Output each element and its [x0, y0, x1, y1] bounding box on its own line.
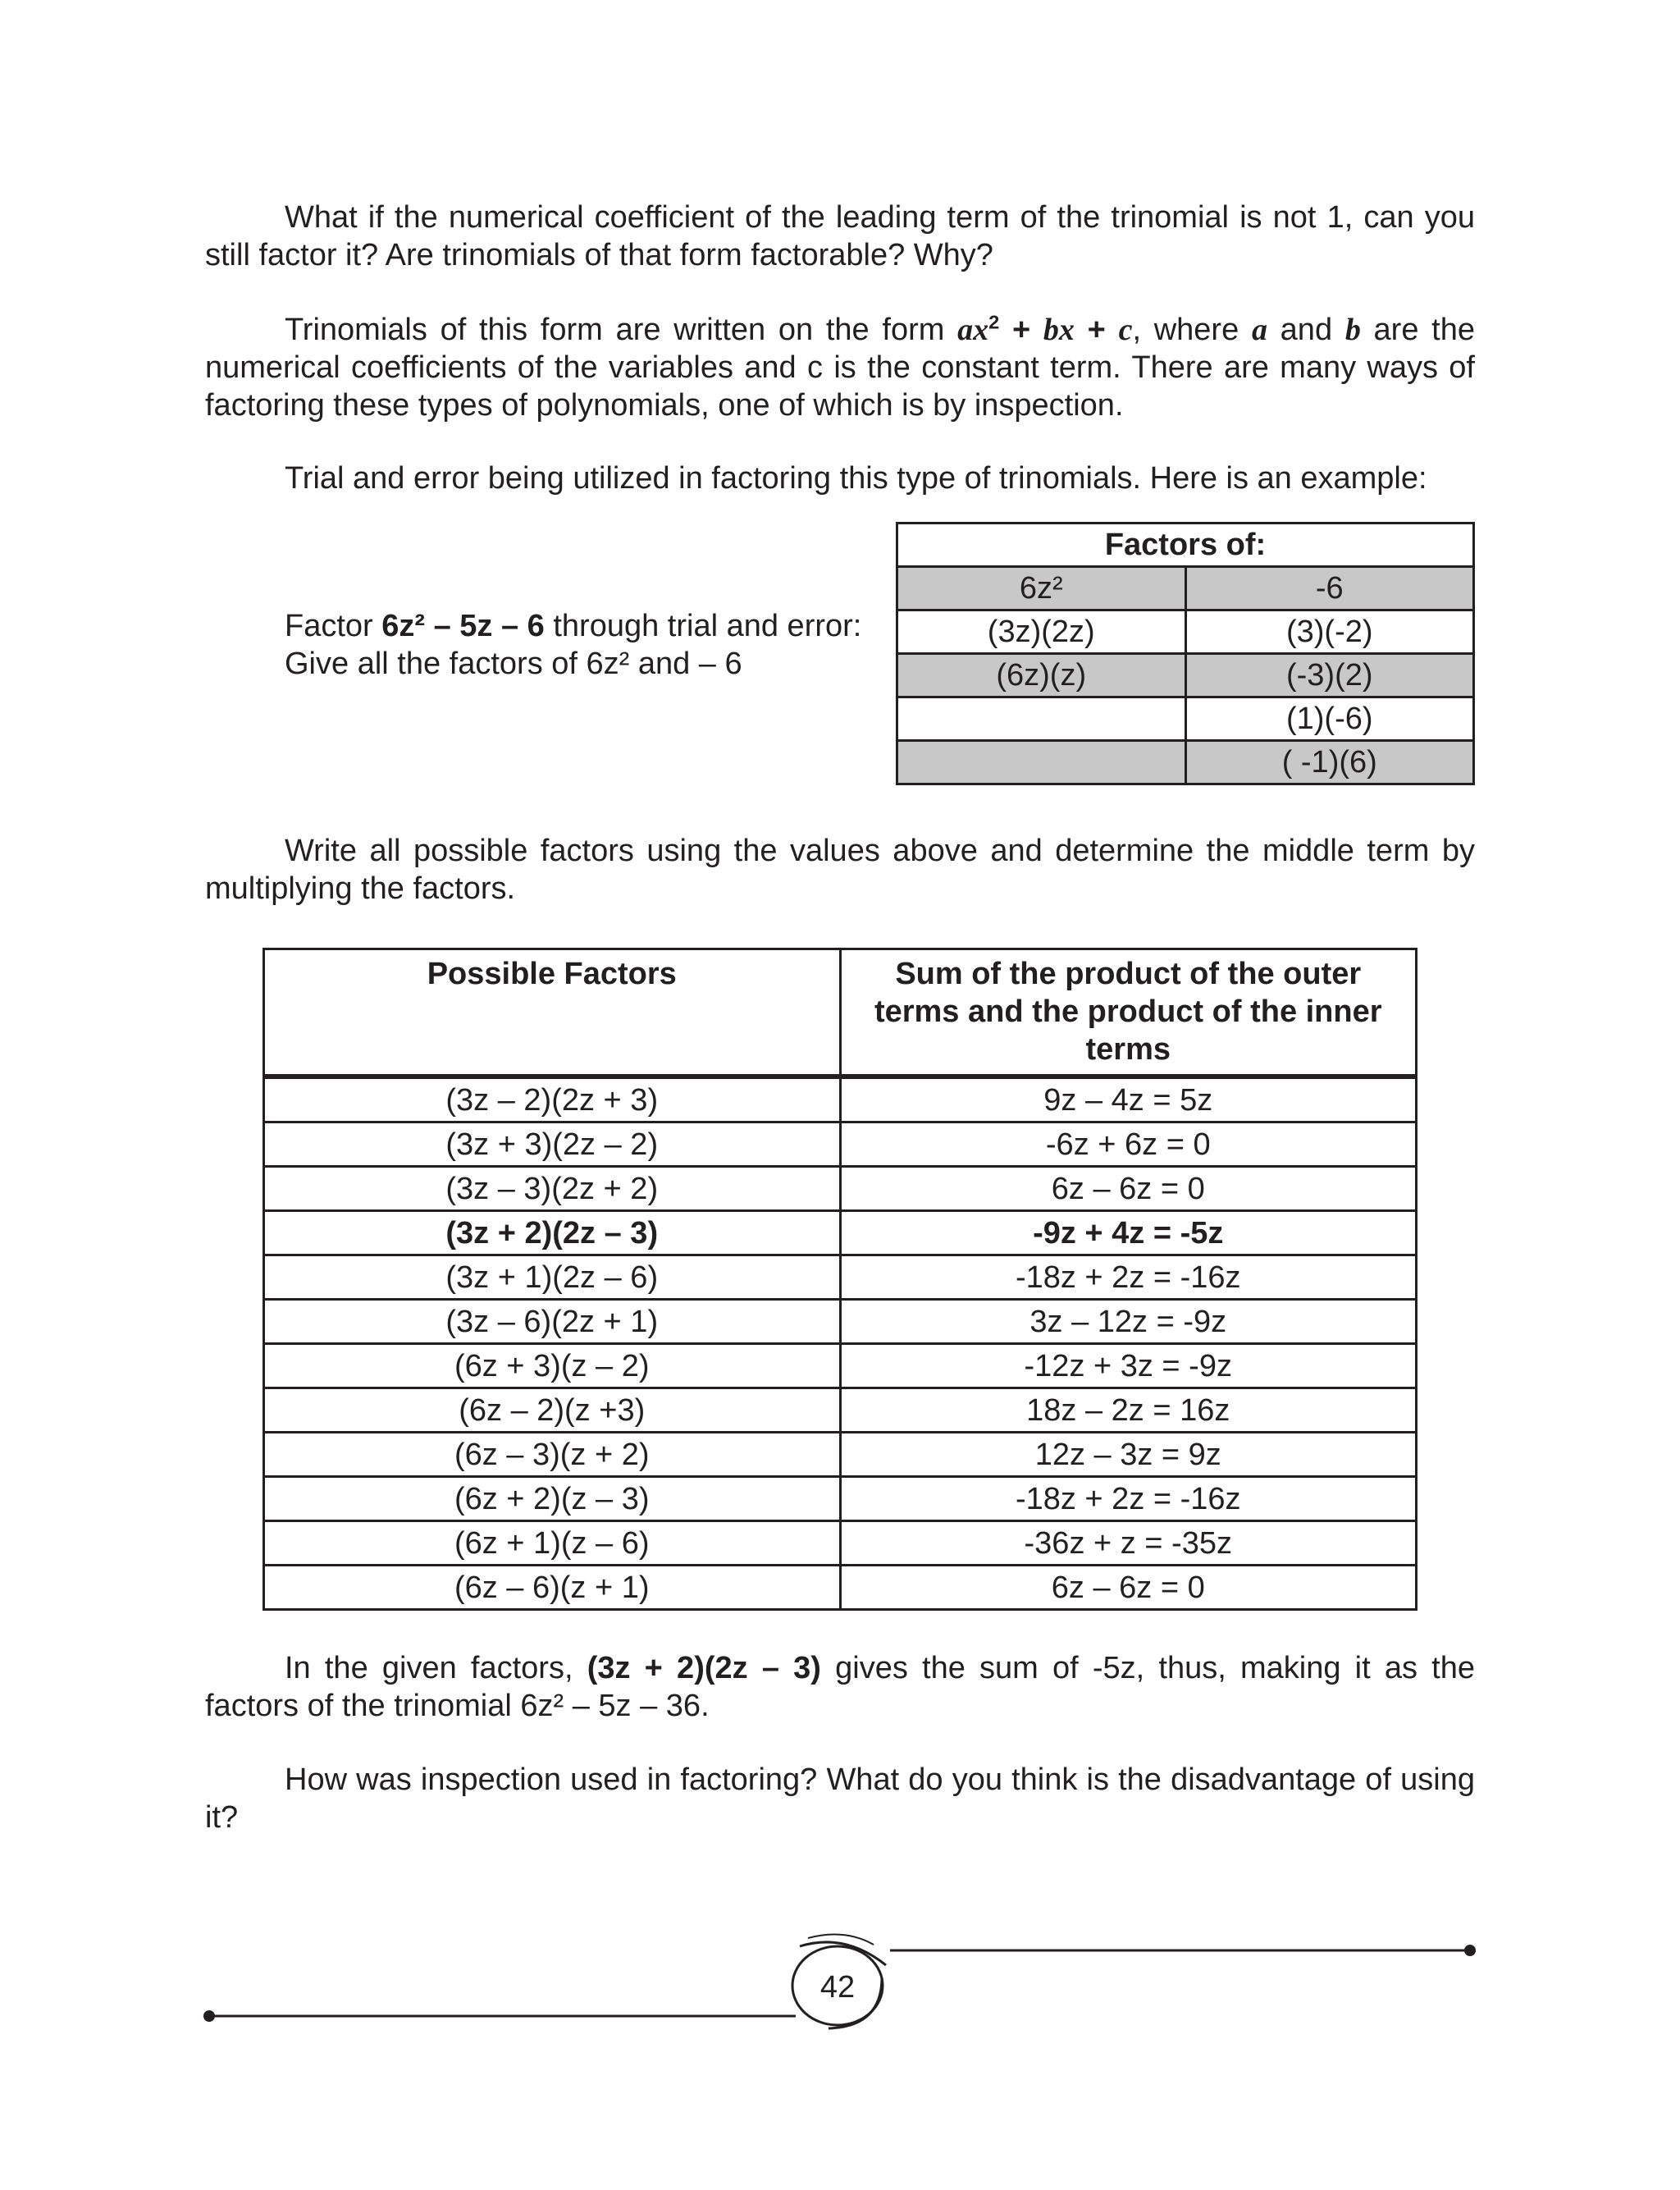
intro-question	[205, 199, 1475, 274]
table-row	[264, 1167, 1417, 1211]
factors-cell: (3)(-2)	[1185, 610, 1474, 654]
sum-of-products-header: Sum of the product of the outer terms and the product of the inner terms	[840, 949, 1417, 1077]
factors-cell	[897, 697, 1186, 741]
possible-factor-cell: (3z – 2)(2z + 3)	[264, 1077, 841, 1122]
factors-cell: ( -1)(6)	[1185, 741, 1474, 784]
form-paragraph-after: are the numerical coefficients of the variables and c is the constant term. There are many ways of factoring these types of polynomials, one of which is by inspection.	[205, 313, 1476, 423]
table-row	[264, 1255, 1417, 1300]
factors-cell: (-3)(2)	[1185, 654, 1474, 697]
formula-bx: bx	[1043, 313, 1075, 347]
possible-factor-cell: (6z – 2)(z +3)	[264, 1388, 841, 1433]
factors-cell: (3z)(2z)	[897, 610, 1186, 654]
sum-cell: -6z + 6z = 0	[840, 1122, 1417, 1167]
write-sentence-text: Write all possible factors using the values above and determine the middle term by multiplying the factors.	[205, 834, 1475, 906]
form-paragraph-mid2: and	[1267, 313, 1345, 347]
page-footer	[0, 1928, 1680, 2051]
possible-factor-cell: (6z + 2)(z – 3)	[264, 1477, 841, 1521]
sum-cell: -18z + 2z = -16z	[840, 1477, 1417, 1521]
sum-cell: -12z + 3z = -9z	[840, 1344, 1417, 1388]
possible-factor-cell: (6z – 6)(z + 1)	[264, 1566, 841, 1610]
factor-prompt-line1	[285, 607, 861, 645]
table-row	[264, 1300, 1417, 1344]
possible-factors-body	[264, 1077, 1417, 1610]
formula-plus-2: +	[1074, 313, 1119, 347]
footer-decoration	[0, 1928, 1680, 2051]
sum-cell: -36z + z = -35z	[840, 1521, 1417, 1566]
var-b: b	[1344, 313, 1361, 347]
factor-prompt-expression: 6z² – 5z – 6	[381, 609, 545, 643]
closing-question-text: How was inspection used in factoring? What do you think is the disadvantage of using it?	[205, 1763, 1475, 1835]
table-row	[264, 1521, 1417, 1566]
table-row	[264, 1566, 1417, 1610]
factors-table-title: Factors of:	[897, 523, 1474, 567]
sum-cell: -18z + 2z = -16z	[840, 1255, 1417, 1300]
sum-cell: 6z – 6z = 0	[840, 1167, 1417, 1211]
possible-factor-cell: (6z + 1)(z – 6)	[264, 1521, 841, 1566]
formula-plus-1: +	[999, 313, 1043, 347]
factors-table	[896, 522, 1475, 785]
conclusion-bold-factors: (3z + 2)(2z – 3)	[587, 1651, 821, 1685]
factors-cell	[897, 741, 1186, 784]
table-row	[264, 1122, 1417, 1167]
footer-right-dot	[1464, 1945, 1476, 1956]
factors-col1-header: 6z²	[897, 567, 1186, 610]
factors-cell: (1)(-6)	[1185, 697, 1474, 741]
sum-cell: 9z – 4z = 5z	[840, 1077, 1417, 1122]
possible-factor-cell: (3z – 6)(2z + 1)	[264, 1300, 841, 1344]
closing-question	[205, 1761, 1475, 1836]
sum-cell: 18z – 2z = 16z	[840, 1388, 1417, 1433]
var-a: a	[1251, 313, 1267, 347]
possible-factor-cell: (3z + 2)(2z – 3)	[264, 1211, 841, 1255]
footer-left-dot	[203, 2010, 215, 2022]
table-row	[264, 1344, 1417, 1388]
sum-cell: 12z – 3z = 9z	[840, 1433, 1417, 1477]
factor-prompt	[285, 607, 861, 683]
possible-factor-cell: (3z + 3)(2z – 2)	[264, 1122, 841, 1167]
intro-question-text: What if the numerical coefficient of the leading term of the trinomial is not 1, can you still factor it? Are trinomials of that form factorable? Why?	[205, 200, 1475, 272]
possible-factor-cell: (3z + 1)(2z – 6)	[264, 1255, 841, 1300]
form-paragraph-before: Trinomials of this form are written on the form	[285, 313, 958, 347]
factors-col2-header: -6	[1185, 567, 1474, 610]
factor-prompt-line2: Give all the factors of 6z² and – 6	[285, 647, 742, 681]
conclusion-paragraph	[205, 1649, 1475, 1725]
trial-sentence	[205, 459, 1475, 497]
write-sentence	[205, 832, 1475, 908]
factor-prompt-after: through trial and error:	[544, 609, 862, 643]
table-row	[264, 1211, 1417, 1255]
table-row	[264, 1433, 1417, 1477]
sum-cell: -9z + 4z = -5z	[840, 1211, 1417, 1255]
trial-sentence-text: Trial and error being utilized in factoring this type of trinomials. Here is an example:	[285, 461, 1427, 496]
table-row	[264, 1388, 1417, 1433]
conclusion-after: gives the sum of -5z, thus, making it as the factors of the trinomial 6z² – 5z – 36.	[205, 1651, 1475, 1723]
possible-factor-cell: (6z + 3)(z – 2)	[264, 1344, 841, 1388]
conclusion-before: In the given factors,	[285, 1651, 587, 1685]
possible-factors-table	[262, 948, 1418, 1611]
factor-prompt-before: Factor	[285, 609, 382, 643]
form-paragraph-mid1: , where	[1132, 313, 1252, 347]
table-row	[264, 1077, 1417, 1122]
form-paragraph: Trinomials of this form are written on the form $ax^2$ + bx + c, where a and b are the numerical coefficients of the variables and c is the constant term. There are many ways of factoring these types of polynomials, one of which is by inspection.	[205, 311, 1476, 423]
possible-factors-header: Possible Factors	[264, 949, 841, 1077]
formula-ax: ax	[957, 313, 989, 347]
page-number: 42	[819, 1970, 856, 2005]
sum-cell: 6z – 6z = 0	[840, 1566, 1417, 1610]
sum-cell: 3z – 12z = -9z	[840, 1300, 1417, 1344]
formula-c: c	[1118, 313, 1133, 347]
factors-cell: (6z)(z)	[897, 654, 1186, 697]
possible-factor-cell: (3z – 3)(2z + 2)	[264, 1167, 841, 1211]
possible-factor-cell: (6z – 3)(z + 2)	[264, 1433, 841, 1477]
table-row	[264, 1477, 1417, 1521]
